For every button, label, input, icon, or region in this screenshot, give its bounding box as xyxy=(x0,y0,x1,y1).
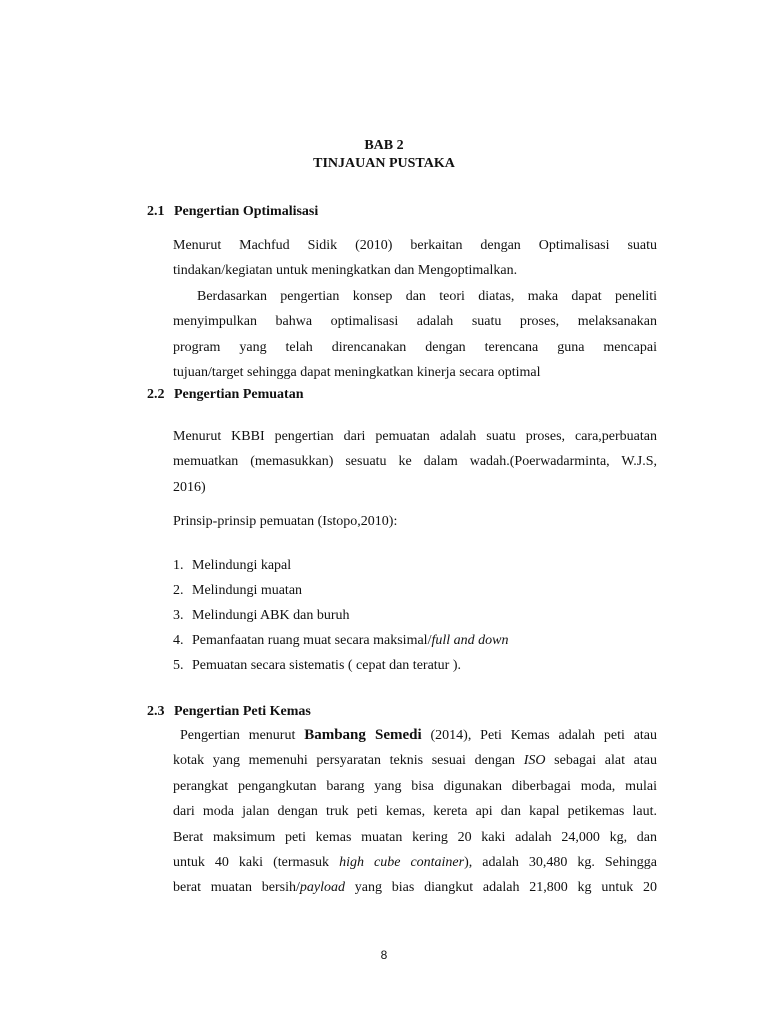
paragraph-line: Pengertian menurut Bambang Semedi (2014), Peti Kemas adalah peti atau xyxy=(180,727,658,743)
chapter-number: BAB 2 xyxy=(364,138,404,153)
list-item: 3. Melindungi ABK dan buruh xyxy=(173,608,350,623)
section-title: Pengertian Pemuatan xyxy=(174,387,304,402)
paragraph-line: 2016) xyxy=(173,479,206,495)
page-number: 8 xyxy=(380,948,388,962)
paragraph-machfud-sidik xyxy=(173,233,657,284)
paragraph-line: berat muatan bersih/payload yang bias diangkut adalah 21,800 kg untuk 20 xyxy=(173,880,657,896)
paragraph-line: Menurut KBBI pengertian dari pemuatan adalah suatu proses, cara,perbuatan xyxy=(173,429,657,444)
section-title: Pengertian Optimalisasi xyxy=(174,204,319,219)
paragraph-line: Berat maksimum peti kemas muatan kering 20 kaki adalah 24,000 kg, dan xyxy=(173,829,657,845)
principles-list xyxy=(173,553,508,678)
paragraph-line: perangkat pengangkutan barang yang bisa digunakan diberbagai moda, mulai xyxy=(173,778,657,794)
paragraph-line: untuk 40 kaki (termasuk high cube container), adalah 30,480 kg. Sehingga xyxy=(173,854,657,870)
section-number: 2.2 xyxy=(147,387,165,402)
list-item: 2. Melindungi muatan xyxy=(173,583,303,598)
paragraph-line: menyimpulkan bahwa optimalisasi adalah suatu proses, melaksanakan xyxy=(173,314,657,330)
principles-intro: Prinsip-prinsip pemuatan (Istopo,2010): xyxy=(173,514,398,529)
list-item: 4. Pemanfaatan ruang muat secara maksimal/full and down xyxy=(173,633,509,648)
section-number: 2.1 xyxy=(147,204,165,219)
paragraph-conclusion xyxy=(173,284,657,386)
paragraph-line: Berdasarkan pengertian konsep dan teori diatas, maka dapat peneliti xyxy=(197,289,657,304)
chapter-title: TINJAUAN PUSTAKA xyxy=(313,156,455,171)
paragraph-peti-kemas xyxy=(173,723,657,901)
section-heading-2-2 xyxy=(147,387,303,403)
paragraph-line: program yang telah direncanakan dengan terencana guna mencapai xyxy=(173,339,657,355)
section-number: 2.3 xyxy=(147,704,165,719)
section-title: Pengertian Peti Kemas xyxy=(174,704,311,719)
paragraph-line: Menurut Machfud Sidik (2010) berkaitan dengan Optimalisasi suatu xyxy=(173,238,657,253)
paragraph-line: dari moda jalan dengan truk peti kemas, kereta api dan kapal petikemas laut. xyxy=(173,804,657,820)
paragraph-line: kotak yang memenuhi persyaratan teknis sesuai dengan ISO sebagai alat atau xyxy=(173,753,657,769)
paragraph-line: tindakan/kegiatan untuk meningkatkan dan Mengoptimalkan. xyxy=(173,263,518,279)
list-item: 1. Melindungi kapal xyxy=(173,558,292,573)
paragraph-line: tujuan/target sehingga dapat meningkatkan kinerja secara optimal xyxy=(173,365,541,381)
section-heading-2-1 xyxy=(147,204,318,220)
section-heading-2-3 xyxy=(147,704,311,720)
paragraph-kbbi xyxy=(173,424,657,500)
paragraph-line: memuatkan (memasukkan) sesuatu ke dalam wadah.(Poerwadarminta, W.J.S, xyxy=(173,454,657,470)
list-item: 5. Pemuatan secara sistematis ( cepat dan teratur ). xyxy=(173,658,461,673)
